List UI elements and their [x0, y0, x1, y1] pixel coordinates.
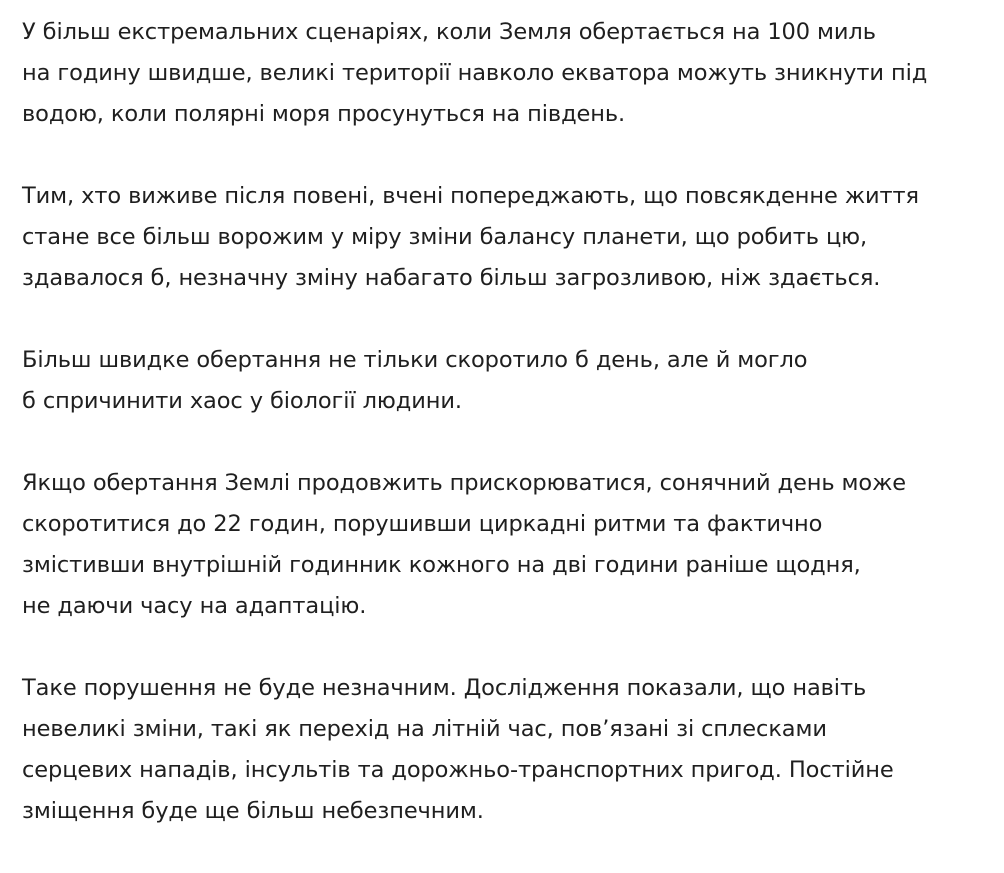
paragraph-5: [22, 668, 992, 832]
text-line: водою, коли полярні моря просунуться на південь.: [22, 101, 626, 127]
text-line: Якщо обертання Землі продовжить прискорюватися, сонячний день може: [22, 470, 906, 496]
text-line: не даючи часу на адаптацію.: [22, 593, 367, 619]
text-line: на годину швидше, великі території навколо екватора можуть зникнути під: [22, 60, 928, 86]
text-line: серцевих нападів, інсультів та дорожньо-транспортних пригод. Постійне: [22, 757, 894, 783]
paragraph-3: [22, 340, 992, 422]
paragraph-1: [22, 12, 992, 135]
text-line: скоротитися до 22 годин, порушивши циркадні ритми та фактично: [22, 511, 823, 537]
text-line: зміщення буде ще більш небезпечним.: [22, 798, 484, 824]
text-line: невеликі зміни, такі як перехід на літній час, пов’язані зі сплесками: [22, 716, 827, 742]
text-line: У більш екстремальних сценаріях, коли Земля обертається на 100 миль: [22, 19, 876, 45]
paragraph-2: [22, 176, 992, 299]
text-line: змістивши внутрішній годинник кожного на дві години раніше щодня,: [22, 552, 861, 578]
text-line: б спричинити хаос у біології людини.: [22, 388, 462, 414]
text-line: Таке порушення не буде незначним. Дослідження показали, що навіть: [22, 675, 867, 701]
text-line: Тим, хто виживе після повені, вчені попереджають, що повсякденне життя: [22, 183, 919, 209]
article-body: [22, 12, 992, 873]
text-line: Більш швидке обертання не тільки скоротило б день, але й могло: [22, 347, 808, 373]
paragraph-4: [22, 463, 992, 627]
text-line: здавалося б, незначну зміну набагато більш загрозливою, ніж здається.: [22, 265, 881, 291]
text-line: стане все більш ворожим у міру зміни балансу планети, що робить цю,: [22, 224, 868, 250]
